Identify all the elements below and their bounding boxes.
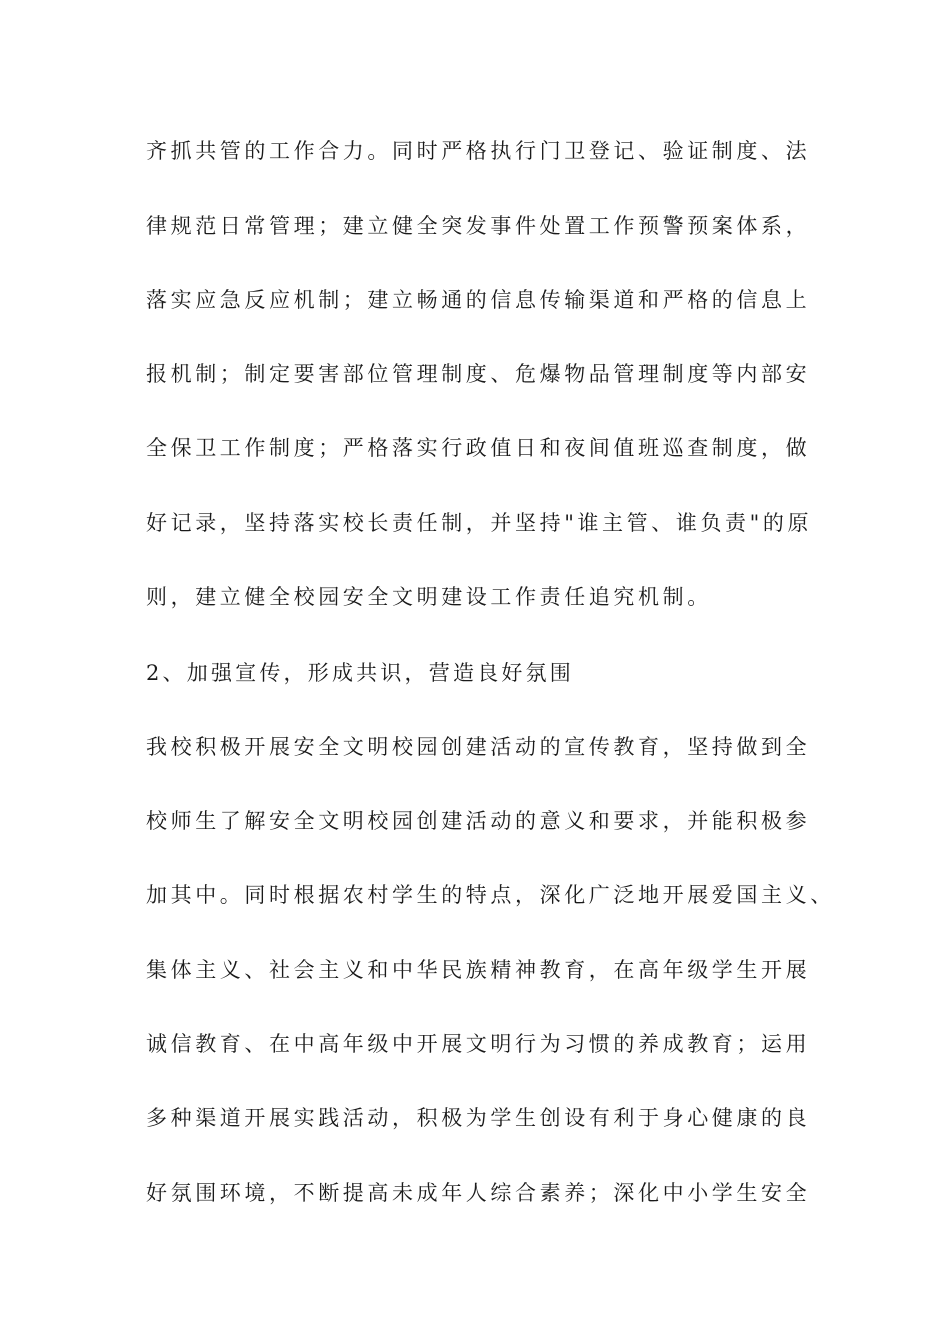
paragraph2-line-4: 集体主义、社会主义和中华民族精神教育，在高年级学生开展 <box>146 958 811 982</box>
paragraph1-line-3: 落实应急反应机制；建立畅通的信息传输渠道和严格的信息上 <box>146 288 811 312</box>
paragraph2-line-1: 我校积极开展安全文明校园创建活动的宣传教育，坚持做到全 <box>146 735 811 759</box>
paragraph1-line-2: 律规范日常管理；建立健全突发事件处置工作预警预案体系， <box>146 214 811 238</box>
paragraph2-line-6: 多种渠道开展实践活动，积极为学生创设有利于身心健康的良 <box>146 1106 811 1130</box>
paragraph1-line-1: 齐抓共管的工作合力。同时严格执行门卫登记、验证制度、法 <box>146 139 811 163</box>
paragraph1-line-4: 报机制；制定要害部位管理制度、危爆物品管理制度等内部安 <box>146 362 811 386</box>
paragraph1-line-6: 好记录，坚持落实校长责任制，并坚持"谁主管、谁负责"的原 <box>146 511 813 535</box>
paragraph2-line-2: 校师生了解安全文明校园创建活动的意义和要求，并能积极参 <box>146 809 811 833</box>
paragraph2-line-5: 诚信教育、在中高年级中开展文明行为习惯的养成教育；运用 <box>146 1032 811 1056</box>
paragraph1-line-5: 全保卫工作制度；严格落实行政值日和夜间值班巡查制度，做 <box>146 436 811 460</box>
section-heading: 2、加强宣传，形成共识，营造良好氛围 <box>146 661 574 685</box>
paragraph2-line-3: 加其中。同时根据农村学生的特点，深化广泛地开展爱国主义、 <box>146 883 835 907</box>
paragraph2-line-7: 好氛围环境，不断提高未成年人综合素养；深化中小学生安全 <box>146 1181 811 1205</box>
paragraph1-line-7: 则，建立健全校园安全文明建设工作责任追究机制。 <box>146 585 712 609</box>
